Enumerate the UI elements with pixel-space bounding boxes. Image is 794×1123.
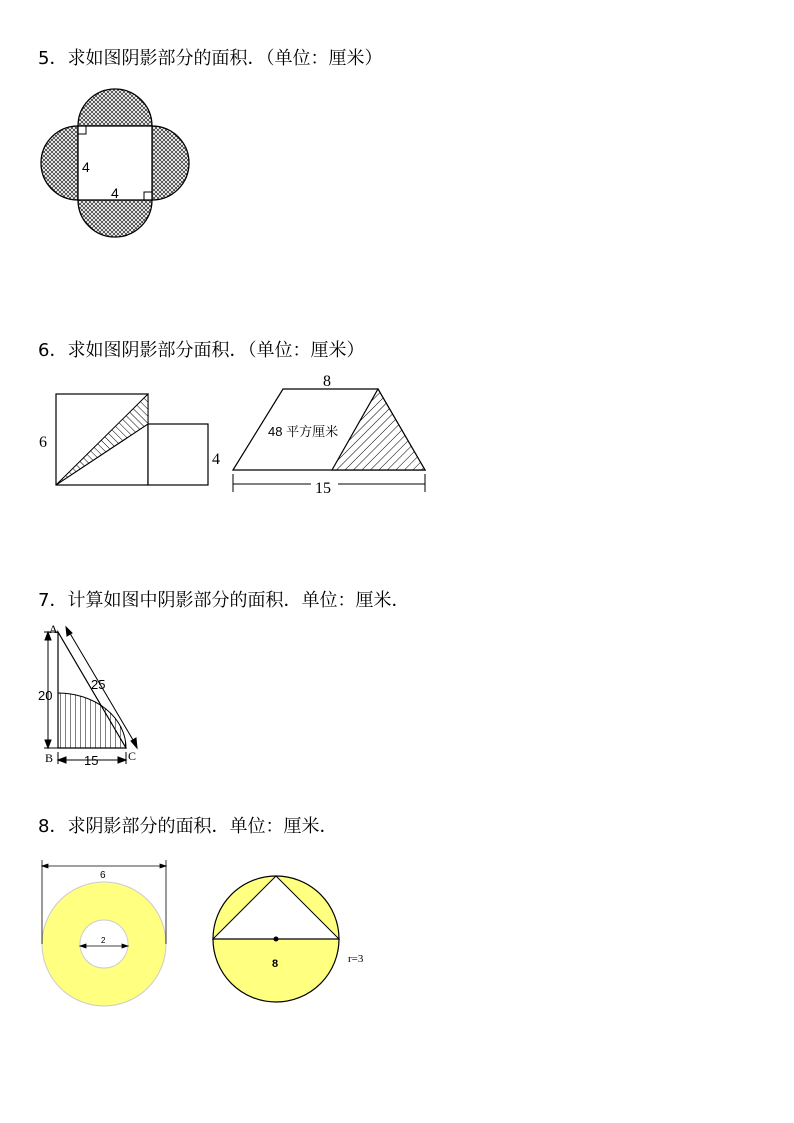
p6-label-small: 4	[212, 451, 220, 468]
problem-8-text: 8．求阴影部分的面积．单位：厘米．	[38, 816, 338, 837]
p8-label-diameter: 8	[272, 958, 279, 970]
p8-label-outer: 6	[100, 870, 106, 881]
p7-label-c: C	[128, 749, 137, 763]
problem-6-text: 6．求如图阴影部分面积．（单位：厘米）	[38, 340, 365, 361]
p7-label-ab: 20	[38, 688, 53, 703]
p7-label-ac: 25	[91, 677, 106, 692]
p6-label-big: 6	[39, 434, 47, 451]
p6-label-area: 48 平方厘米	[268, 424, 339, 439]
p8-label-radius: r=3	[348, 953, 364, 965]
p8-center-dot	[274, 937, 279, 942]
p7-label-b: B	[45, 751, 54, 765]
p7-label-a: A	[49, 622, 58, 636]
p5-label-bottom: 4	[111, 185, 119, 201]
p7-label-bc: 15	[84, 753, 99, 768]
p8-label-inner: 2	[101, 936, 106, 945]
problem-5-text: 5．求如图阴影部分的面积．（单位：厘米）	[38, 48, 383, 69]
p6-label-bottom: 15	[315, 480, 331, 497]
problem-7-text: 7．计算如图中阴影部分的面积．单位：厘米．	[38, 590, 410, 611]
p5-label-left: 4	[82, 159, 90, 175]
p6-label-top: 8	[323, 373, 331, 390]
